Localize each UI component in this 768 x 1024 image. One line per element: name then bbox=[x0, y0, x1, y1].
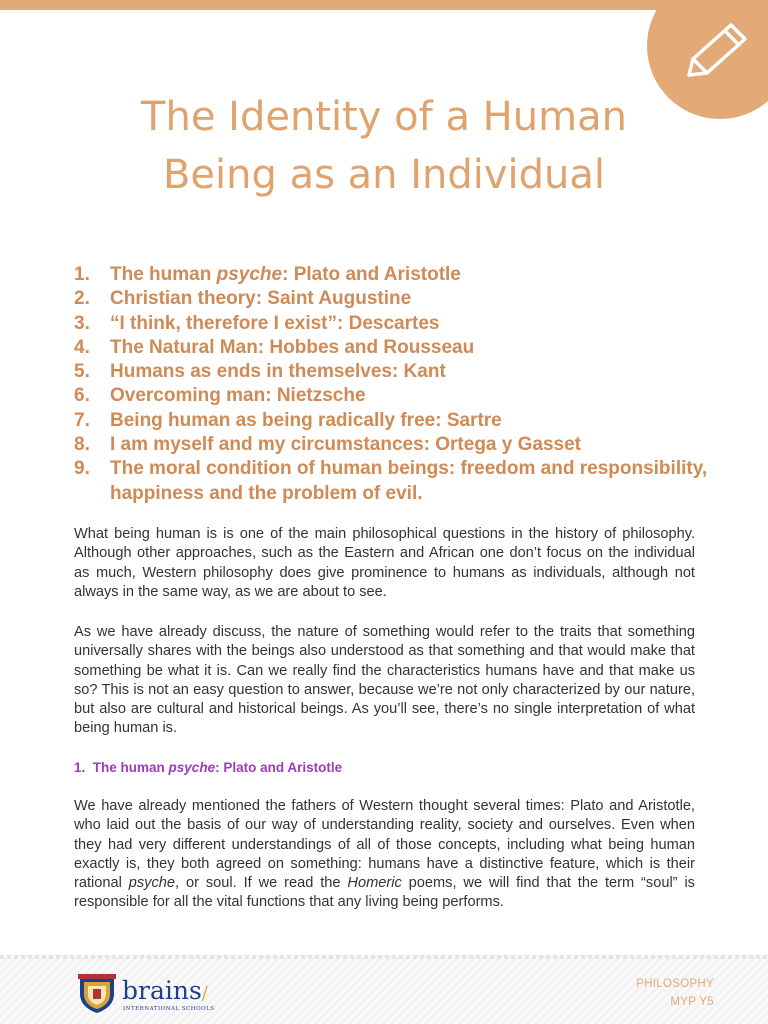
paragraph-emphasis: Homeric bbox=[347, 875, 402, 892]
toc-item bbox=[74, 457, 714, 506]
section-heading-plato-aristotle bbox=[74, 760, 342, 775]
toc-text: : Plato and Aristotle bbox=[282, 264, 461, 285]
toc-text: Being human as being radically free: Sartre bbox=[110, 409, 502, 431]
paragraph-text: , or soul. If we read the bbox=[175, 875, 348, 892]
toc-text: “I think, therefore I exist”: Descartes bbox=[110, 312, 440, 334]
toc-number: 8. bbox=[74, 434, 90, 456]
subject-label: PHILOSOPHY bbox=[636, 978, 714, 990]
toc-item bbox=[74, 433, 714, 457]
brand-slash: / bbox=[201, 983, 208, 1004]
toc-item bbox=[74, 384, 714, 408]
toc-item bbox=[74, 287, 714, 311]
toc-item bbox=[74, 336, 714, 360]
title-line-1: The Identity of a Human bbox=[141, 94, 627, 140]
toc-item bbox=[74, 263, 714, 287]
paragraph-text: We have already mentioned the fathers of Western thought several times: Plato and Aristotle, who laid out the basis of our way of understanding reality, society and ourselves. Even when they had very different understandings of all of those concepts, including what being human exactly is, they both agreed on something: humans have a distinctive feature, which is their rational bbox=[74, 798, 695, 892]
section-heading-emphasis: psyche bbox=[168, 760, 216, 775]
toc-text: The human bbox=[110, 264, 217, 285]
toc-number: 5. bbox=[74, 361, 90, 383]
section-heading-text: : Plato and Aristotle bbox=[215, 760, 343, 775]
page-title bbox=[0, 88, 768, 204]
toc-text: The Natural Man: Hobbes and Rousseau bbox=[110, 336, 475, 358]
nature-paragraph: As we have already discuss, the nature of something would refer to the traits that something universally shares with the beings also understood as that something and that would make that something be what it is. Can we really find the characteristics humans have and that make us so? This is not an easy question to answer, because we’re not only characterized by our nature, but also are cultural and historical beings. As you’ll see, there’s no single interpretation of what being human is. bbox=[74, 624, 695, 737]
toc-number: 3. bbox=[74, 312, 90, 334]
toc-item bbox=[74, 360, 714, 384]
plato-paragraph bbox=[74, 797, 695, 913]
toc-item bbox=[74, 409, 714, 433]
toc-number: 9. bbox=[74, 458, 90, 480]
section-heading-text: The human bbox=[92, 760, 169, 775]
toc-text: I am myself and my circumstances: Ortega y Gasset bbox=[110, 434, 581, 456]
intro-paragraph: What being human is is one of the main philosophical questions in the history of philosophy. Although other approaches, such as the Eastern and African one don’t focus on the individual as much, Western philosophy does give prominence to humans as individuals, although not always in the same way, as we are about to see. bbox=[74, 526, 695, 600]
toc-number: 2. bbox=[74, 288, 90, 310]
toc-text: The moral condition of human beings: freedom and responsibility, happiness and the problem of evil. bbox=[110, 458, 708, 504]
paragraph-emphasis: psyche bbox=[128, 875, 176, 892]
toc-text: Christian theory: Saint Augustine bbox=[110, 288, 412, 310]
toc-item bbox=[74, 312, 714, 336]
toc-text: Humans as ends in themselves: Kant bbox=[110, 361, 446, 383]
pencil-icon bbox=[683, 21, 757, 81]
paragraph-text: poems, we will find that the term “soul” is responsible for all the vital functions that any living being performs. bbox=[74, 875, 695, 911]
toc-number: 4. bbox=[74, 336, 90, 358]
brand-subtitle: INTERNATIONAL SCHOOLS bbox=[123, 1006, 215, 1012]
brand-wordmark: brains/ bbox=[122, 976, 208, 1005]
top-accent-bar bbox=[0, 0, 768, 10]
title-line-2: Being as an Individual bbox=[162, 152, 606, 198]
section-number: 1. bbox=[74, 760, 86, 775]
level-label: MYP Y5 bbox=[670, 996, 714, 1008]
toc-number: 6. bbox=[74, 385, 90, 407]
toc-text-emphasis: psyche bbox=[216, 264, 283, 285]
school-crest-logo bbox=[76, 972, 118, 1014]
toc-text: Overcoming man: Nietzsche bbox=[110, 385, 366, 407]
toc-number: 1. bbox=[74, 264, 90, 285]
toc-number: 7. bbox=[74, 409, 90, 431]
table-of-contents bbox=[74, 263, 714, 506]
